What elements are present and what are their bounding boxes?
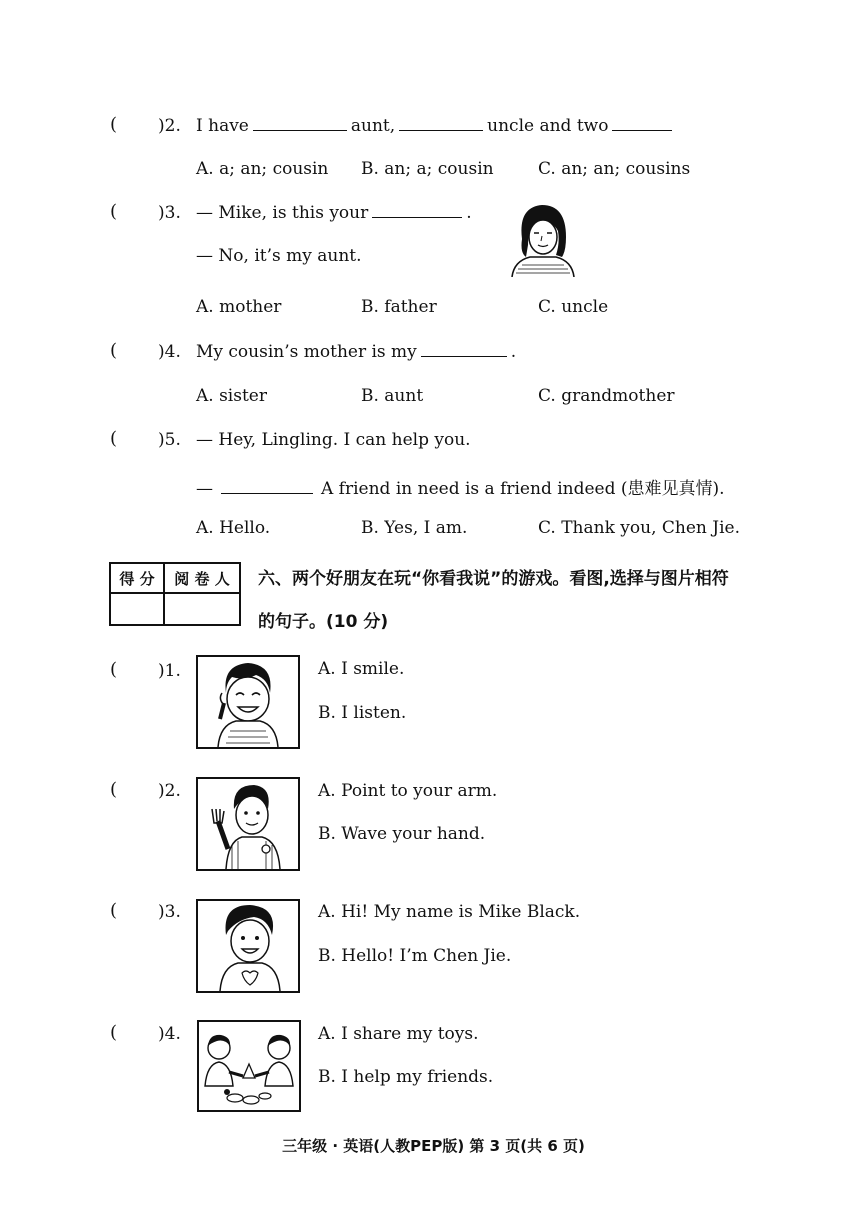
question-number: )5.	[158, 430, 181, 450]
fill-blank[interactable]	[421, 355, 507, 357]
sharing-toys-icon	[197, 1020, 301, 1112]
option-c[interactable]: C. an; an; cousins	[538, 159, 691, 179]
fill-blank[interactable]	[372, 216, 462, 218]
answer-paren[interactable]: (	[110, 900, 118, 921]
question-number: )2.	[158, 116, 181, 136]
stem-text: aunt,	[350, 116, 396, 136]
stem-text: uncle and two	[487, 116, 609, 136]
option-b[interactable]: B. father	[361, 297, 437, 317]
option-a[interactable]: A. sister	[196, 386, 267, 406]
smiling-boy-icon	[196, 655, 300, 749]
stem-text: — Mike, is this your	[196, 203, 369, 223]
reply-dash: —	[196, 479, 213, 499]
fill-blank[interactable]	[221, 492, 313, 494]
option-a[interactable]: A. Hello.	[196, 518, 271, 538]
reply-text: A friend in need is a friend indeed (患难见真情).	[321, 479, 725, 499]
dialogue-reply: — No, it’s my aunt.	[196, 246, 362, 266]
option-c[interactable]: C. uncle	[538, 297, 609, 317]
stem-text: I have	[196, 116, 249, 136]
question-stem	[196, 203, 472, 223]
waving-boy-icon	[196, 777, 300, 871]
section-title: 六、两个好朋友在玩“你看我说”的游戏。看图,选择与图片相符	[258, 569, 729, 589]
fill-blank[interactable]	[612, 129, 672, 131]
question-stem	[196, 116, 676, 136]
score-cell[interactable]	[111, 594, 165, 624]
score-table	[109, 562, 241, 626]
stem-text: My cousin’s mother is my	[196, 342, 417, 362]
option-b[interactable]: B. Wave your hand.	[318, 824, 486, 844]
score-header: 得 分	[111, 564, 165, 594]
question-stem: — Hey, Lingling. I can help you.	[196, 430, 471, 450]
question-number: )3.	[158, 902, 181, 922]
option-b[interactable]: B. Yes, I am.	[361, 518, 468, 538]
grader-cell[interactable]	[165, 594, 239, 624]
woman-portrait-icon	[508, 199, 578, 277]
fill-blank[interactable]	[399, 129, 483, 131]
section-title-continued: 的句子。(10 分)	[258, 612, 389, 632]
question-number: )3.	[158, 203, 181, 223]
question-number: )2.	[158, 781, 181, 801]
question-number: )1.	[158, 661, 181, 681]
option-c[interactable]: C. Thank you, Chen Jie.	[538, 518, 740, 538]
option-b[interactable]: B. Hello! I’m Chen Jie.	[318, 946, 512, 966]
answer-paren[interactable]: (	[110, 779, 118, 800]
option-a[interactable]: A. Hi! My name is Mike Black.	[318, 902, 581, 922]
question-stem	[196, 342, 516, 362]
page-footer: 三年级 · 英语(人教PEP版) 第 3 页(共 6 页)	[282, 1137, 585, 1155]
stem-end: .	[510, 342, 517, 362]
answer-paren[interactable]: (	[110, 428, 118, 449]
option-a[interactable]: A. a; an; cousin	[196, 159, 329, 179]
option-b[interactable]: B. I help my friends.	[318, 1067, 494, 1087]
option-a[interactable]: A. I share my toys.	[318, 1024, 479, 1044]
option-a[interactable]: A. I smile.	[318, 659, 405, 679]
greeting-boy-icon	[196, 899, 300, 993]
question-number: )4.	[158, 342, 181, 362]
answer-paren[interactable]: (	[110, 114, 118, 135]
answer-paren[interactable]: (	[110, 340, 118, 361]
answer-paren[interactable]: (	[110, 201, 118, 222]
stem-end: .	[466, 203, 472, 223]
option-b[interactable]: B. an; a; cousin	[361, 159, 494, 179]
answer-paren[interactable]: (	[110, 1022, 118, 1043]
question-number: )4.	[158, 1024, 181, 1044]
grader-header: 阅 卷 人	[165, 564, 239, 594]
option-b[interactable]: B. aunt	[361, 386, 424, 406]
option-c[interactable]: C. grandmother	[538, 386, 675, 406]
option-b[interactable]: B. I listen.	[318, 703, 407, 723]
fill-blank[interactable]	[253, 129, 347, 131]
option-a[interactable]: A. mother	[196, 297, 282, 317]
dialogue-reply	[196, 474, 725, 499]
answer-paren[interactable]: (	[110, 659, 118, 680]
option-a[interactable]: A. Point to your arm.	[318, 781, 498, 801]
